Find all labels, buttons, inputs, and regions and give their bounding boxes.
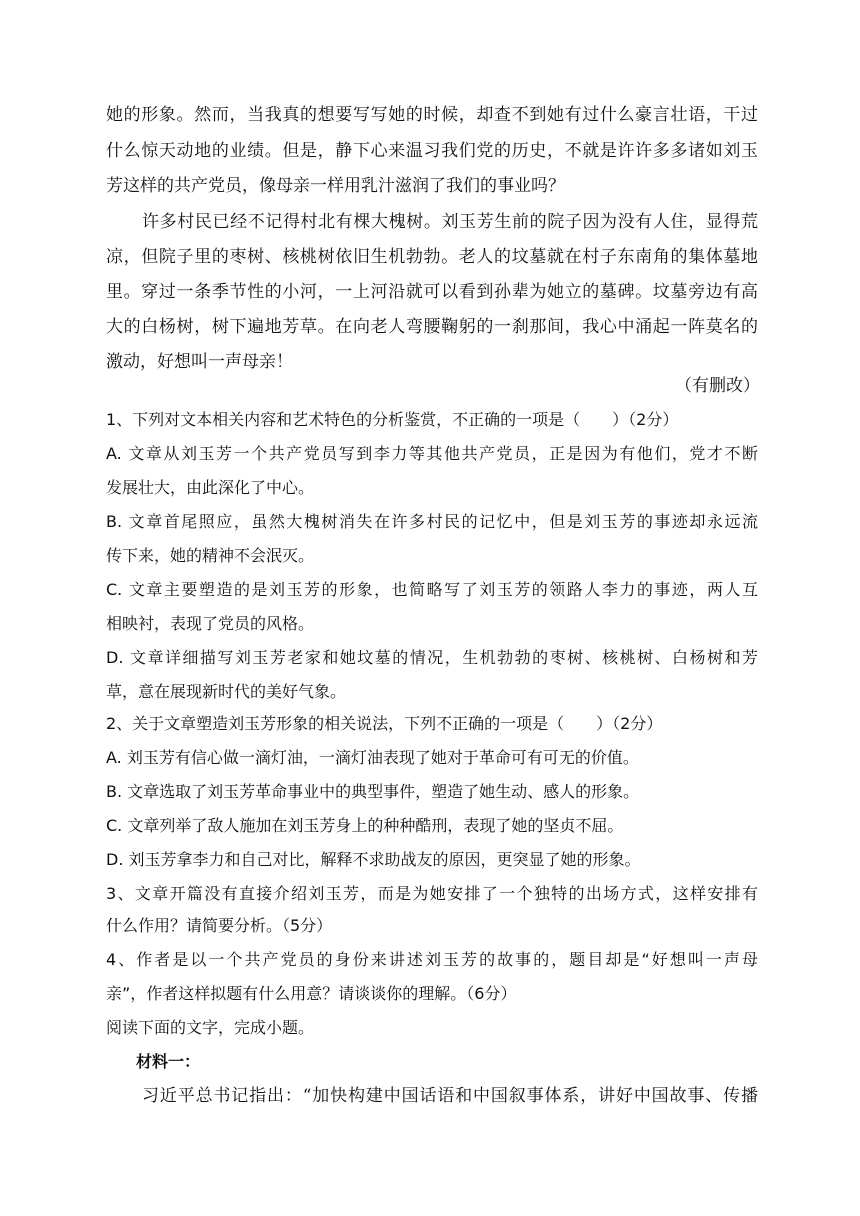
passage-line: 许多村民已经不记得村北有棵大槐树。刘玉芳生前的院子因为没有人住，显得荒 <box>142 212 758 232</box>
q2-option-b: B. 文章选取了刘玉芳革命事业中的典型事件，塑造了她生动、感人的形象。 <box>106 782 640 801</box>
passage-line: 激动，好想叫一声母亲！ <box>106 352 293 372</box>
q2-option-a: A. 刘玉芳有信心做一滴灯油，一滴灯油表现了她对于革命可有可无的价值。 <box>106 748 639 767</box>
q1-option-c: C. 文章主要塑造的是刘玉芳的形象，也简略写了刘玉芳的领路人李力的事迹，两人互 <box>106 580 758 599</box>
passage-line: 凉，但院子里的枣树、核桃树依旧生机勃勃。老人的坟墓就在村子东南角的集体墓地 <box>106 247 758 267</box>
question-4-cont: 亲”，作者这样拟题有什么用意？请谈谈你的理解。（6分） <box>106 984 517 1003</box>
passage-line: 芳这样的共产党员，像母亲一样用乳汁滋润了我们的事业吗？ <box>106 176 565 196</box>
question-3: 3、文章开篇没有直接介绍刘玉芳，而是为她安排了一个独特的出场方式，这样安排有 <box>106 884 758 903</box>
q1-option-c-cont: 相映衬，表现了党员的风格。 <box>106 614 315 633</box>
q1-option-b-cont: 传下来，她的精神不会泯灭。 <box>106 546 315 565</box>
passage-line: 里。穿过一条季节性的小河，一上河沿就可以看到孙辈为她立的墓碑。坟墓旁边有高 <box>106 282 758 302</box>
question-2-stem: 2、关于文章塑造刘玉芳形象的相关说法，下列不正确的一项是（ ）（2分） <box>106 714 663 733</box>
edit-note: （有删改） <box>675 376 760 396</box>
passage-line: 什么惊天动地的业绩。但是，静下心来温习我们党的历史，不就是许许多多诸如刘玉 <box>106 141 758 161</box>
q1-option-d: D. 文章详细描写刘玉芳老家和她坟墓的情况，生机勃勃的枣树、核桃树、白杨树和芳 <box>106 648 758 667</box>
material-line: 习近平总书记指出：“加快构建中国话语和中国叙事体系，讲好中国故事、传播 <box>142 1086 758 1106</box>
reading-instruction: 阅读下面的文字，完成小题。 <box>106 1018 315 1037</box>
q2-option-c: C. 文章列举了敌人施加在刘玉芳身上的种种酷刑，表现了她的坚贞不屈。 <box>106 816 624 835</box>
question-1-stem: 1、下列对文本相关内容和艺术特色的分析鉴赏，不正确的一项是（ ）（2分） <box>106 410 679 429</box>
passage-line: 她的形象。然而，当我真的想要写写她的时候，却查不到她有过什么豪言壮语，干过 <box>106 105 758 125</box>
q2-option-d: D. 刘玉芳拿李力和自己对比，解释不求助战友的原因，更突显了她的形象。 <box>106 850 641 869</box>
question-4: 4、作者是以一个共产党员的身份来讲述刘玉芳的故事的，题目却是“好想叫一声母 <box>106 950 758 969</box>
q1-option-a: A. 文章从刘玉芳一个共产党员写到李力等其他共产党员，正是因为有他们，党才不断 <box>106 444 758 463</box>
q1-option-a-cont: 发展壮大，由此深化了中心。 <box>106 478 315 497</box>
question-3-cont: 什么作用？请简要分析。（5分） <box>106 916 333 935</box>
q1-option-d-cont: 草，意在展现新时代的美好气象。 <box>106 682 347 701</box>
q1-option-b: B. 文章首尾照应，虽然大槐树消失在许多村民的记忆中，但是刘玉芳的事迹却永远流 <box>106 512 758 531</box>
material-title: 材料一： <box>136 1052 201 1071</box>
passage-line: 大的白杨树，树下遍地芳草。在向老人弯腰鞠躬的一刹那间，我心中涌起一阵莫名的 <box>106 317 758 337</box>
